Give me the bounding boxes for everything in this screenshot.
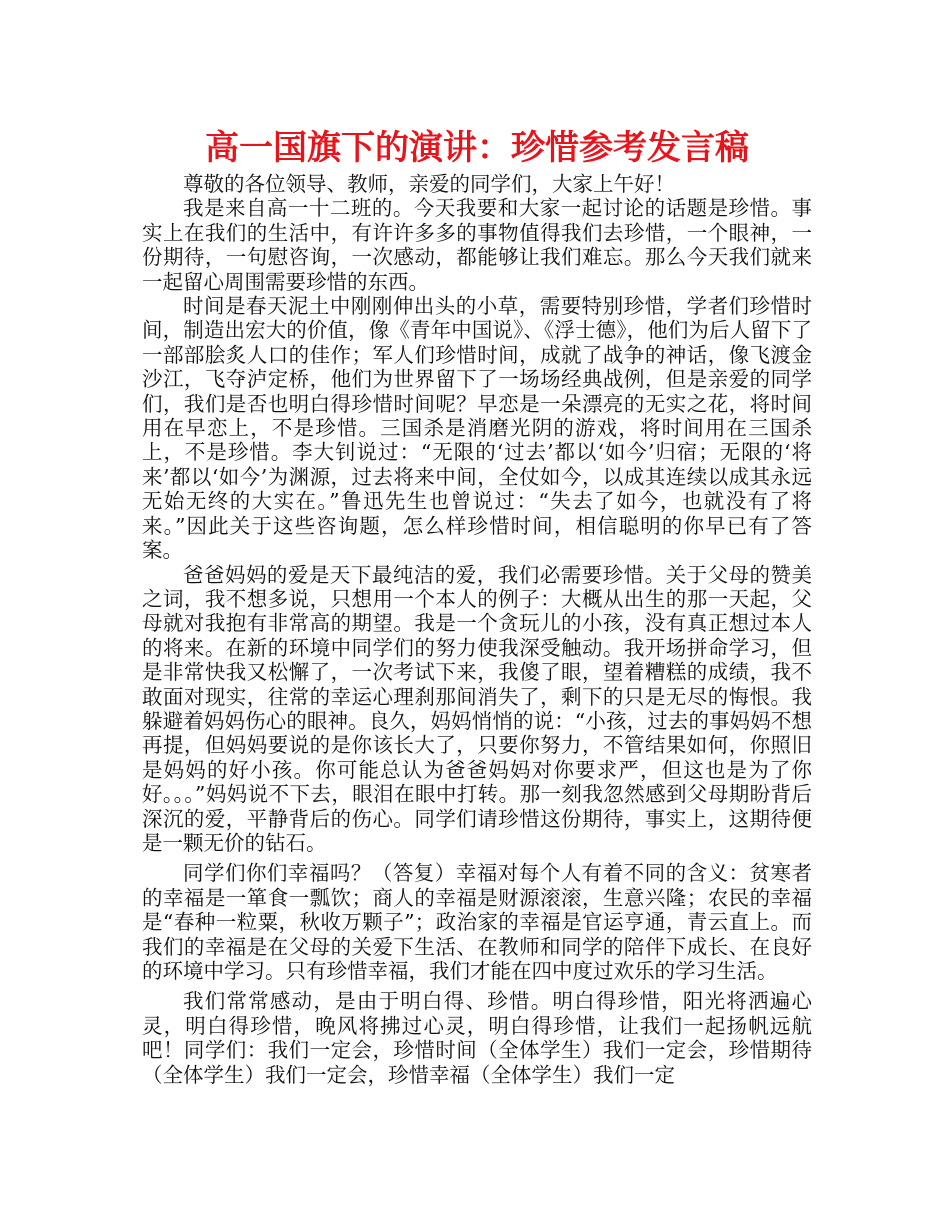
paragraph-parents: 爸爸妈妈的爱是天下最纯洁的爱，我们必需要珍惜。关于父母的赞美之词，我不想多说，只想用一个本人的例子：大概从出生的那一天起，父母就对我抱有非常高的期望。我是一个贪玩儿的小孩，没有真正想过本人的将来。在新的环境中同学们的努力使我深受触动。我开场拼命学习，但是非常快我又松懈了，一次考试下来，我傻了眼，望着糟糕的成绩，我不敢面对现实，往常的幸运心理刹那间消失了，剩下的只是无尽的悔恨。我躲避着妈妈伤心的眼神。良久，妈妈悄悄的说：“小孩，过去的事妈妈不想再提，但妈妈要说的是你该长大了，只要你努力，不管结果如何，你照旧是妈妈的好小孩。你可能总认为爸爸妈妈对你要求严，但这也是为了你好。。。”妈妈说不下去，眼泪在眼中打转。那一刻我忽然感到父母期盼背后深沉的爱，平静背后的伤心。同学们请珍惜这份期待，事实上，这期待便是一颗无价的钻石。 bbox=[142, 562, 812, 855]
paragraph-conclusion: 我们常常感动，是由于明白得、珍惜。明白得珍惜，阳光将洒遍心灵，明白得珍惜，晚风将拂过心灵，明白得珍惜，让我们一起扬帆远航吧！同学们：我们一定会，珍惜时间（全体学生）我们一定会，珍惜期待（全体学生）我们一定会，珍惜幸福（全体学生）我们一定 bbox=[142, 989, 812, 1087]
document-body bbox=[142, 172, 812, 1087]
paragraph-intro: 我是来自高一十二班的。今天我要和大家一起讨论的话题是珍惜。事实上在我们的生活中，有许许多多的事物值得我们去珍惜，一个眼神，一份期待，一句慰咨询，一次感动，都能够让我们难忘。那么今天我们就来一起留心周围需要珍惜的东西。 bbox=[142, 196, 812, 294]
paragraph-greeting: 尊敬的各位领导、教师，亲爱的同学们，大家上午好！ bbox=[183, 172, 675, 196]
document-title: 高一国旗下的演讲：珍惜参考发言稿 bbox=[205, 128, 749, 168]
paragraph-happiness: 同学们你们幸福吗？（答复）幸福对每个人有着不同的含义：贫寒者的幸福是一箪食一瓢饮；商人的幸福是财源滚滚，生意兴隆；农民的幸福是“春种一粒粟，秋收万颗子”；政治家的幸福是官运亨通，青云直上。而我们的幸福是在父母的关爱下生活、在教师和同学的陪伴下成长、在良好的环境中学习。只有珍惜幸福，我们才能在四中度过欢乐的学习生活。 bbox=[142, 861, 812, 983]
paragraph-time: 时间是春天泥土中刚刚伸出头的小草，需要特别珍惜，学者们珍惜时间，制造出宏大的价值，像《青年中国说》、《浮士德》，他们为后人留下了一部部脍炙人口的佳作；军人们珍惜时间，成就了战争的神话，像飞渡金沙江，飞夺泸定桥，他们为世界留下了一场场经典战例，但是亲爱的同学们，我们是否也明白得珍惜时间呢？早恋是一朵漂亮的无实之花，将时间用在早恋上，不是珍惜。三国杀是消磨光阴的游戏，将时间用在三国杀上，不是珍惜。李大钊说过：“无限的‘过去’都以‘如今’归宿；无限的‘将来’都以‘如今’为渊源，过去将来中间，全仗如今，以成其连续以成其永远无始无终的大实在。”鲁迅先生也曾说过：“失去了如今，也就没有了将来。”因此关于这些咨询题，怎么样珍惜时间，相信聪明的你早已有了答案。 bbox=[142, 294, 812, 563]
